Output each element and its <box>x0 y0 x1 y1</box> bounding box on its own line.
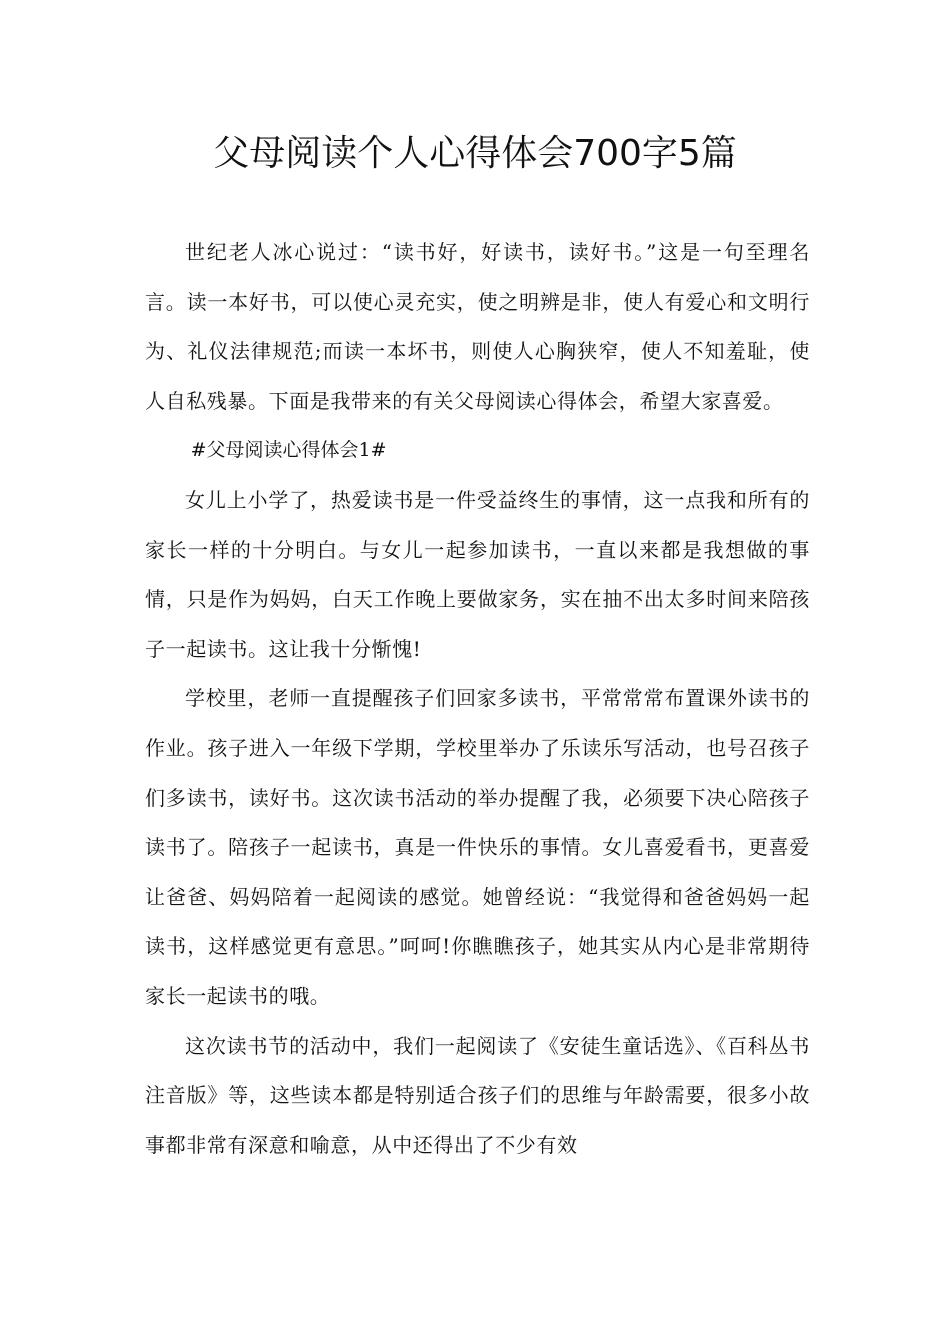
body-paragraph-1: 女儿上小学了，热爱读书是一件受益终生的事情，这一点我和所有的家长一样的十分明白。与女儿一起参加读书，一直以来都是我想做的事情，只是作为妈妈，白天工作晚上要做家务，实在抽不出太多时间来陪孩子一起读书。这让我十分惭愧! <box>145 487 810 661</box>
document-body <box>145 228 810 1170</box>
document-title: 父母阅读个人心得体会700字5篇 <box>213 133 737 174</box>
intro-paragraph: 世纪老人冰心说过：“读书好，好读书，读好书。”这是一句至理名言。读一本好书，可以使心灵充实，使之明辨是非，使人有爱心和文明行为、礼仪法律规范;而读一本坏书，则使人心胸狭窄，使人不知羞耻，使人自私残暴。下面是我带来的有关父母阅读心得体会，希望大家喜爱。 <box>145 240 810 413</box>
body-paragraph-3: 这次读书节的活动中，我们一起阅读了《安徒生童话选》、《百科丛书注音版》等，这些读本都是特别适合孩子们的思维与年龄需要，很多小故事都非常有深意和喻意，从中还得出了不少有效 <box>145 1033 810 1157</box>
body-paragraph-2: 学校里，老师一直提醒孩子们回家多读书，平常常常布置课外读书的作业。孩子进入一年级下学期，学校里举办了乐读乐写活动，也号召孩子们多读书，读好书。这次读书活动的举办提醒了我，必须要下决心陪孩子读书了。陪孩子一起读书，真是一件快乐的事情。女儿喜爱看书，更喜爱让爸爸、妈妈陪着一起阅读的感觉。她曾经说：“我觉得和爸爸妈妈一起读书，这样感觉更有意思。”呵呵!你瞧瞧孩子，她其实从内心是非常期待家长一起读书的哦。 <box>145 686 810 1008</box>
section-heading-1: #父母阅读心得体会1# <box>190 439 387 462</box>
